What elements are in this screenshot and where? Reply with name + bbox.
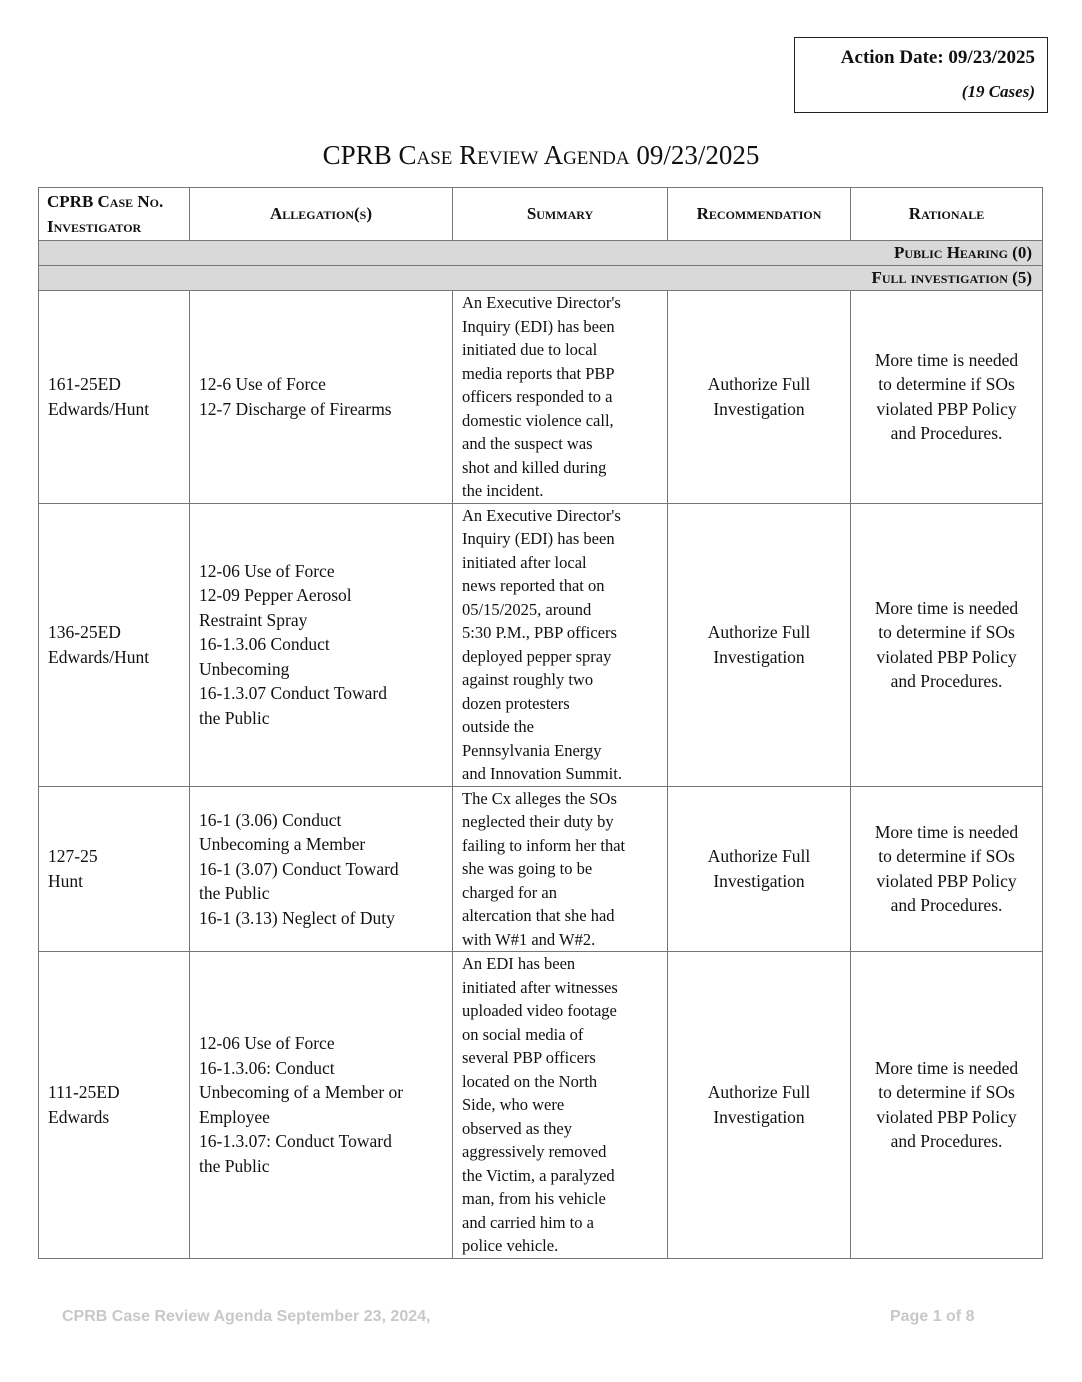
column-header-allegations: Allegation(s) [190, 188, 453, 241]
allegations-line: 12-06 Use of Force [199, 560, 335, 581]
allegations-line: 16-1.3.06: Conduct [199, 1057, 335, 1078]
recommendation-line: Authorize Full [707, 846, 811, 867]
rationale-line: More time is needed [874, 821, 1019, 842]
rationale-line: violated PBP Policy [876, 398, 1017, 419]
summary-line: outside the [462, 717, 534, 736]
allegations-line: 12-6 Use of Force [199, 374, 326, 395]
rationale-line: More time is needed [874, 597, 1019, 618]
recommendation-cell [668, 503, 851, 786]
summary-line: located on the North [462, 1071, 598, 1091]
summary-line: deployed pepper spray [462, 646, 612, 666]
summary-line: shot and killed during [462, 457, 607, 477]
allegations-cell [190, 786, 453, 952]
recommendation-line: Investigation [713, 1106, 805, 1127]
allegations-line: the Public [199, 707, 270, 728]
recommendation-cell [668, 291, 851, 504]
summary-cell [453, 786, 668, 952]
summary-line: An Executive Director's [462, 505, 621, 525]
allegations-line: Unbecoming [199, 658, 290, 679]
rationale-line: to determine if SOs [878, 622, 1015, 642]
case-line: 111-25ED [48, 1082, 120, 1103]
case-cell [39, 786, 190, 952]
recommendation-line: Investigation [713, 398, 805, 419]
page-title: CPRB Case Review Agenda 09/23/2025 [322, 140, 760, 170]
allegations-line: Unbecoming of a Member or [199, 1082, 404, 1103]
summary-line: on social media of [462, 1024, 584, 1044]
column-header-case-no: CPRB Case No. [47, 192, 164, 211]
rationale-line: and Procedures. [890, 1131, 1003, 1152]
allegations-line: 16-1 (3.13) Neglect of Duty [199, 907, 395, 928]
section-label-full-investigation: Full investigation (5) [39, 266, 1043, 291]
summary-line: 05/15/2025, around [462, 599, 592, 619]
summary-line: and carried him to a [462, 1212, 594, 1232]
summary-cell [453, 503, 668, 786]
column-header-investigator: Investigator [47, 217, 142, 236]
allegations-line: 16-1.3.07: Conduct Toward [199, 1131, 392, 1152]
section-label-public-hearing: Public Hearing (0) [39, 241, 1043, 266]
rationale-line: and Procedures. [890, 671, 1003, 691]
summary-line: Side, who were [462, 1095, 565, 1114]
rationale-cell [851, 952, 1043, 1259]
table-row [39, 786, 1043, 952]
rationale-line: and Procedures. [890, 423, 1003, 444]
footer-page-number: Page 1 of 8 [890, 1308, 975, 1325]
rationale-line: More time is needed [874, 349, 1019, 370]
rationale-line: More time is needed [874, 1057, 1019, 1078]
allegations-line: the Public [199, 1155, 270, 1176]
case-line: 161-25ED [48, 374, 121, 395]
summary-line: aggressively removed [462, 1142, 607, 1161]
allegations-line: 12-7 Discharge of Firearms [199, 398, 392, 419]
footer-document-label: CPRB Case Review Agenda September 23, 2024, [62, 1308, 431, 1325]
case-line: Hunt [48, 870, 83, 891]
summary-line: altercation that she had [462, 906, 615, 925]
summary-line: Inquiry (EDI) has been [462, 316, 615, 336]
case-line: Edwards/Hunt [48, 646, 150, 667]
summary-line: observed as they [462, 1118, 572, 1138]
summary-line: dozen protesters [462, 693, 570, 713]
case-line: Edwards [48, 1106, 110, 1127]
allegations-cell [190, 952, 453, 1259]
summary-line: failing to inform her that [462, 835, 626, 855]
summary-line: initiated after local [462, 552, 587, 572]
summary-line: with W#1 and W#2. [462, 929, 596, 949]
case-line: 136-25ED [48, 622, 121, 642]
allegations-cell [190, 291, 453, 504]
recommendation-line: Investigation [713, 870, 805, 891]
agenda-table [38, 187, 1043, 1259]
recommendation-line: Investigation [713, 646, 805, 667]
recommendation-line: Authorize Full [707, 1082, 811, 1103]
summary-line: news reported that on [462, 576, 605, 595]
allegations-line: 16-1 (3.06) Conduct [199, 809, 342, 830]
allegations-line: 12-09 Pepper Aerosol [199, 585, 352, 606]
table-row [39, 291, 1043, 504]
allegations-line: 12-06 Use of Force [199, 1033, 335, 1054]
rationale-cell [851, 503, 1043, 786]
allegations-line: 16-1 (3.07) Conduct Toward [199, 858, 399, 879]
summary-line: domestic violence call, [462, 410, 614, 430]
rationale-line: to determine if SOs [878, 1082, 1015, 1103]
allegations-line: Employee [199, 1106, 270, 1127]
case-cell [39, 291, 190, 504]
summary-line: she was going to be [462, 859, 593, 878]
summary-line: initiated after witnesses [462, 977, 618, 997]
allegations-line: 16-1.3.06 Conduct [199, 634, 330, 655]
summary-line: the Victim, a paralyzed [462, 1165, 615, 1185]
column-header-rationale: Rationale [851, 188, 1043, 241]
case-line: Edwards/Hunt [48, 398, 150, 419]
rationale-cell [851, 291, 1043, 504]
summary-line: Pennsylvania Energy [462, 740, 602, 760]
summary-line: and Innovation Summit. [462, 764, 622, 783]
rationale-cell [851, 786, 1043, 952]
rationale-line: violated PBP Policy [876, 870, 1017, 891]
summary-line: police vehicle. [462, 1236, 559, 1255]
table-header-row [39, 188, 1043, 241]
summary-line: neglected their duty by [462, 812, 614, 831]
summary-line: Inquiry (EDI) has been [462, 529, 615, 548]
recommendation-line: Authorize Full [707, 622, 811, 642]
allegations-line: the Public [199, 883, 270, 903]
rationale-line: and Procedures. [890, 895, 1003, 916]
column-header-case [39, 188, 190, 241]
summary-cell [453, 952, 668, 1259]
action-date: Action Date: 09/23/2025 [840, 47, 1035, 68]
allegations-cell [190, 503, 453, 786]
summary-line: officers responded to a [462, 387, 613, 406]
recommendation-line: Authorize Full [707, 374, 811, 395]
summary-line: against roughly two [462, 670, 594, 689]
summary-line: An EDI has been [462, 954, 576, 973]
table-row [39, 952, 1043, 1259]
rationale-line: violated PBP Policy [876, 646, 1017, 667]
rationale-line: to determine if SOs [878, 374, 1015, 395]
rationale-line: violated PBP Policy [876, 1106, 1017, 1127]
allegations-line: Restraint Spray [199, 609, 308, 630]
summary-line: and the suspect was [462, 434, 593, 453]
summary-cell [453, 291, 668, 504]
section-row-full-investigation [39, 266, 1043, 291]
summary-line: An Executive Director's [462, 293, 621, 312]
summary-line: initiated due to local [462, 340, 598, 359]
rationale-line: to determine if SOs [878, 846, 1015, 867]
action-date-box [794, 37, 1048, 113]
case-line: 127-25 [48, 846, 98, 867]
case-cell [39, 952, 190, 1259]
table-row [39, 503, 1043, 786]
summary-line: uploaded video footage [462, 1001, 617, 1020]
summary-line: the incident. [462, 481, 544, 500]
section-row-public-hearing [39, 241, 1043, 266]
column-header-recommendation: Recommendation [668, 188, 851, 241]
summary-line: 5:30 P.M., PBP officers [462, 623, 617, 642]
summary-line: charged for an [462, 882, 557, 902]
summary-line: man, from his vehicle [462, 1189, 606, 1208]
summary-line: several PBP officers [462, 1048, 596, 1067]
case-count: (19 Cases) [961, 82, 1035, 101]
allegations-line: 16-1.3.07 Conduct Toward [199, 683, 388, 704]
column-header-summary: Summary [453, 188, 668, 241]
summary-line: The Cx alleges the SOs [462, 788, 617, 808]
case-cell [39, 503, 190, 786]
recommendation-cell [668, 786, 851, 952]
recommendation-cell [668, 952, 851, 1259]
allegations-line: Unbecoming a Member [199, 834, 366, 854]
summary-line: media reports that PBP [462, 363, 615, 383]
